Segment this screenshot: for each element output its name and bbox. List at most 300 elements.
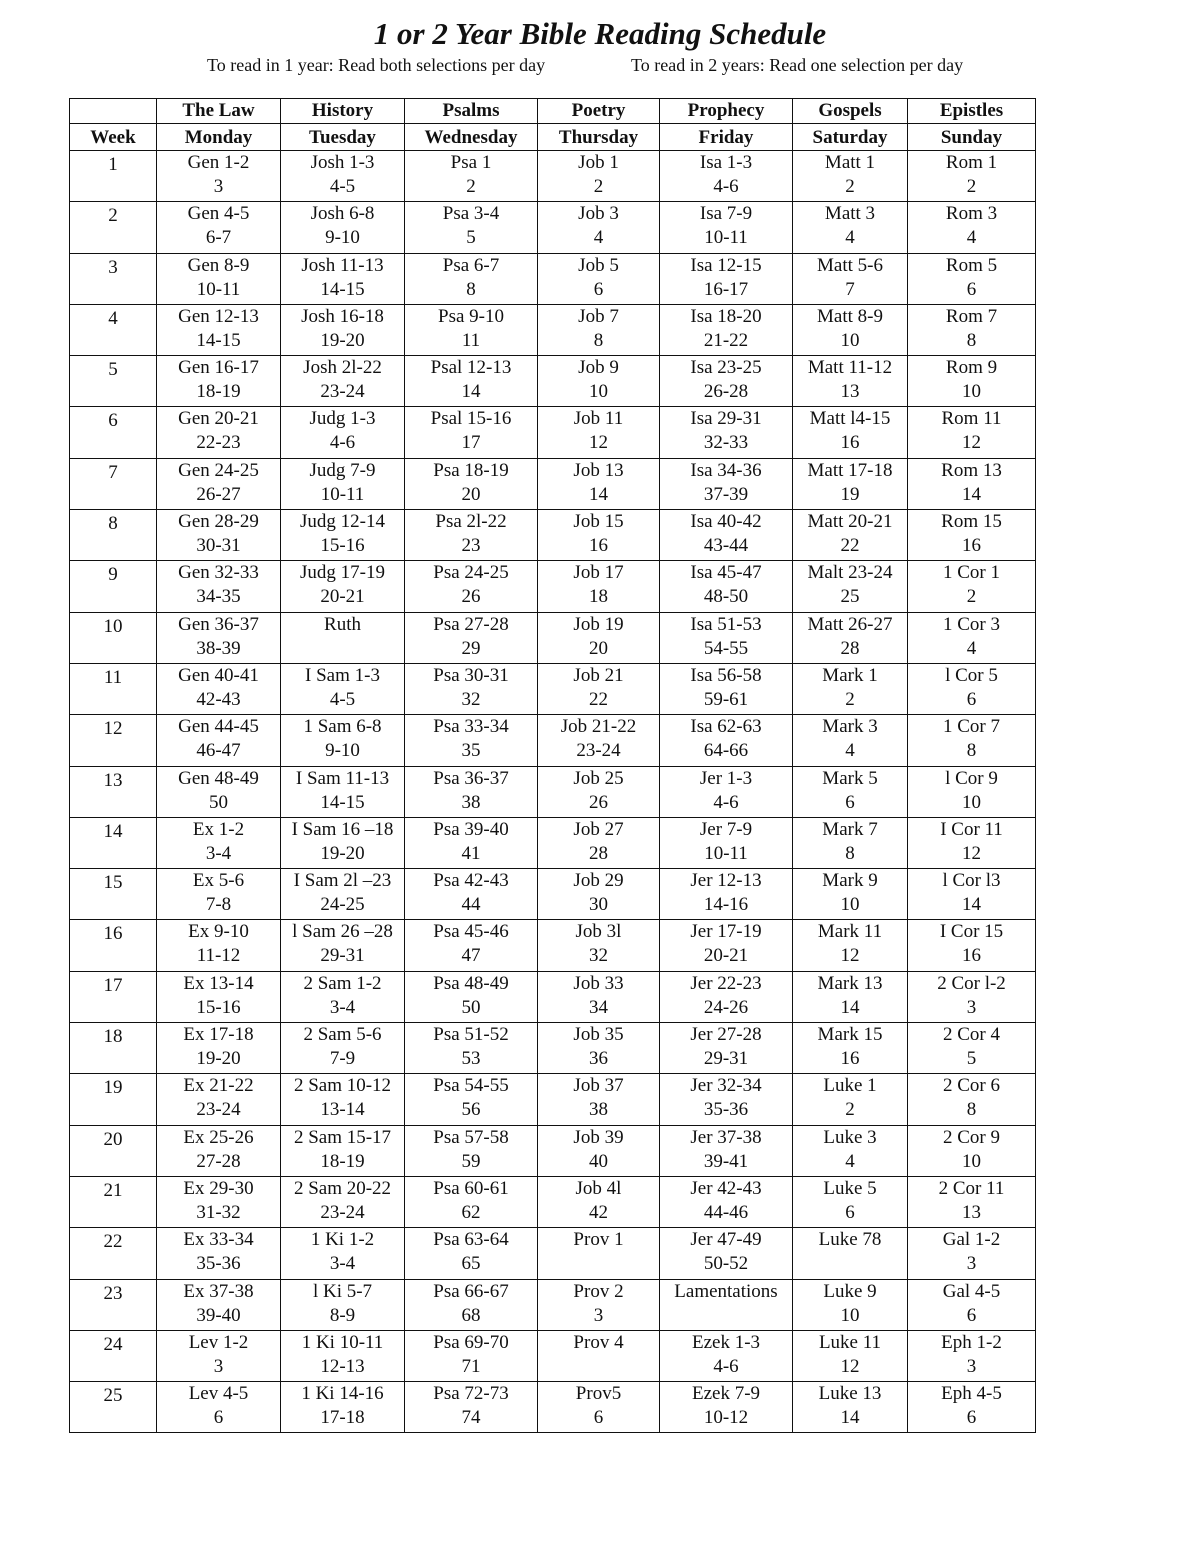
reading-cell-friday [660,869,793,920]
week-number: 4 [70,304,157,355]
reading-second-selection: 5 [466,227,476,249]
reading-second-selection: 24-26 [703,996,749,1018]
reading-second-selection: 40 [589,1150,608,1172]
reading-second-selection: 31-32 [196,1201,241,1223]
reading-cell-tuesday [281,407,405,458]
table-row [70,1176,1036,1227]
reading-second-selection: 4 [845,740,855,762]
reading-first-selection: Matt 17-18 [807,459,893,481]
reading-cell-saturday [793,766,908,817]
table-row [70,1228,1036,1279]
reading-cell-wednesday [405,1330,538,1381]
reading-first-selection: I Cor 11 [940,818,1003,840]
reading-schedule-table [69,98,1036,1433]
reading-cell-wednesday [405,715,538,766]
reading-cell-monday [157,356,281,407]
reading-cell-friday [660,971,793,1022]
reading-second-selection: 8 [593,329,604,351]
reading-second-selection: 19 [840,483,860,505]
reading-first-selection: Gal 4-5 [942,1280,1001,1302]
reading-first-selection: Ex 5-6 [192,870,245,892]
reading-cell-friday [660,561,793,612]
reading-first-selection: Gen 12-13 [178,305,259,327]
reading-second-selection: 4 [966,227,977,249]
reading-cell-tuesday [281,1125,405,1176]
reading-second-selection: 23-24 [576,740,621,762]
week-number: 24 [70,1330,157,1381]
reading-second-selection: 3 [966,1355,977,1377]
reading-second-selection: 50 [209,791,228,813]
reading-first-selection: Job 17 [573,562,624,584]
reading-second-selection: 28 [840,637,860,659]
reading-second-selection: 4-6 [713,176,739,197]
reading-second-selection: 6 [213,1407,224,1429]
reading-first-selection: Isa 45-47 [690,562,762,584]
reading-cell-thursday [538,869,660,920]
reading-cell-tuesday [281,151,405,202]
reading-cell-monday [157,1330,281,1381]
reading-cell-wednesday [405,407,538,458]
reading-first-selection: Ex 1-2 [192,818,245,840]
reading-first-selection: l Sam 26 –28 [292,921,393,943]
reading-cell-monday [157,920,281,971]
table-row [70,151,1036,202]
reading-first-selection: Psal 12-13 [430,357,512,379]
week-number: 9 [70,561,157,612]
reading-second-selection: 3-4 [205,842,232,864]
reading-second-selection: 14 [962,894,981,916]
reading-cell-monday [157,510,281,561]
category-header-row [70,99,1036,124]
reading-cell-sunday [908,1330,1036,1381]
reading-first-selection: Mark 5 [822,767,878,789]
week-number: 7 [70,458,157,509]
reading-second-selection: 24-25 [320,894,365,916]
reading-cell-monday [157,1023,281,1074]
reading-second-selection: 16 [962,535,981,557]
reading-second-selection: 6 [966,1407,977,1429]
reading-second-selection: 27-28 [196,1150,241,1172]
reading-cell-saturday [793,356,908,407]
reading-second-selection: 3 [213,176,224,197]
reading-second-selection: 13-14 [320,1099,365,1121]
reading-first-selection: Matt 1 [824,152,876,173]
reading-second-selection: 12 [962,432,981,454]
day-header-monday: Monday [157,124,281,151]
reading-first-selection: Mark 15 [817,1024,883,1046]
reading-first-selection: Luke 9 [823,1280,877,1302]
reading-cell-wednesday [405,561,538,612]
reading-first-selection: Isa 29-31 [690,408,762,430]
reading-first-selection: 1 Cor 3 [943,613,1000,635]
reading-second-selection: 4 [845,1150,855,1172]
reading-cell-tuesday [281,1279,405,1330]
reading-first-selection: Mark 9 [822,870,878,892]
reading-first-selection: Matt 8-9 [817,305,883,327]
reading-first-selection: Rom 9 [945,357,998,379]
table-row [70,1125,1036,1176]
reading-second-selection: 6 [966,278,977,300]
reading-cell-monday [157,971,281,1022]
reading-second-selection: 20-21 [320,586,365,608]
reading-second-selection: 36 [589,1048,608,1070]
reading-second-selection: 8 [966,740,977,762]
reading-cell-sunday [908,1279,1036,1330]
reading-first-selection: Jer 42-43 [690,1177,762,1199]
reading-second-selection: 35-36 [703,1099,749,1121]
week-number: 11 [70,663,157,714]
reading-first-selection: Ex 29-30 [183,1177,254,1199]
reading-first-selection: Psa 69-70 [433,1331,509,1353]
reading-cell-wednesday [405,1176,538,1227]
reading-cell-wednesday [405,766,538,817]
reading-second-selection: 8 [966,329,977,351]
reading-first-selection: Psa 39-40 [433,818,509,840]
reading-cell-saturday [793,1330,908,1381]
reading-first-selection: 1 Sam 6-8 [303,716,382,738]
reading-second-selection: 30-31 [196,535,241,557]
reading-second-selection: 10 [962,1150,981,1172]
reading-second-selection: 10-11 [196,278,241,300]
reading-second-selection: 53 [461,1048,481,1070]
reading-second-selection: 19-20 [320,329,365,351]
reading-cell-saturday [793,1023,908,1074]
reading-cell-tuesday [281,356,405,407]
reading-first-selection: Matt 5-6 [817,254,883,276]
reading-first-selection: Psa 60-61 [433,1177,509,1199]
reading-second-selection: 4-6 [713,1355,739,1377]
reading-second-selection: 4-5 [329,176,356,197]
reading-first-selection: Rom 11 [941,408,1002,430]
reading-first-selection: Josh 1-3 [310,152,375,173]
reading-cell-sunday [908,151,1036,202]
reading-first-selection: Lev 4-5 [188,1383,249,1405]
reading-second-selection: 14 [589,483,608,505]
week-number: 2 [70,202,157,253]
reading-cell-thursday [538,561,660,612]
reading-second-selection: 7-9 [329,1048,356,1070]
reading-second-selection: 3-4 [329,996,356,1018]
reading-cell-saturday [793,817,908,868]
reading-cell-sunday [908,1125,1036,1176]
day-header-sunday: Sunday [908,124,1036,151]
week-number: 19 [70,1074,157,1125]
reading-first-selection: Psa 48-49 [433,972,509,994]
reading-cell-tuesday [281,715,405,766]
table-row [70,356,1036,407]
reading-second-selection: 14-16 [703,894,749,916]
reading-second-selection: 54-55 [703,637,749,659]
reading-cell-thursday [538,766,660,817]
week-number: 17 [70,971,157,1022]
reading-cell-tuesday [281,202,405,253]
reading-first-selection: Jer 47-49 [690,1229,762,1251]
reading-first-selection: Mark 3 [822,716,878,738]
reading-cell-monday [157,715,281,766]
reading-cell-wednesday [405,1228,538,1279]
reading-first-selection: Psa 24-25 [433,562,509,584]
reading-cell-thursday [538,458,660,509]
reading-cell-thursday [538,1023,660,1074]
reading-cell-wednesday [405,1382,538,1433]
reading-second-selection: 44 [461,894,481,916]
reading-first-selection: Josh 11-13 [301,254,384,276]
reading-cell-thursday [538,663,660,714]
reading-second-selection: 28 [589,842,608,864]
reading-second-selection: 56 [461,1099,481,1121]
reading-cell-monday [157,202,281,253]
reading-cell-saturday [793,920,908,971]
reading-cell-monday [157,1074,281,1125]
reading-first-selection: Psa 2l-22 [435,511,507,533]
reading-cell-friday [660,407,793,458]
reading-first-selection: Gen 28-29 [178,511,259,533]
reading-second-selection: 50 [461,996,481,1018]
table-row [70,766,1036,817]
category-header-epistles: Epistles [908,99,1036,124]
reading-second-selection: 2 [593,176,604,197]
reading-second-selection: 30 [589,894,608,916]
reading-second-selection: 11 [461,329,481,351]
reading-first-selection: Job 19 [573,613,624,635]
table-row [70,971,1036,1022]
reading-second-selection: 3 [966,996,977,1018]
reading-second-selection: 6-7 [205,227,232,249]
reading-second-selection: 10 [962,791,981,813]
reading-cell-thursday [538,715,660,766]
reading-first-selection: Ex 21-22 [183,1075,254,1097]
reading-cell-saturday [793,1382,908,1433]
reading-first-selection: Gen 8-9 [187,254,250,276]
reading-cell-sunday [908,612,1036,663]
reading-cell-thursday [538,510,660,561]
reading-second-selection [538,1252,659,1276]
reading-cell-friday [660,458,793,509]
reading-first-selection: Gen 4-5 [187,203,250,225]
reading-first-selection: Isa 40-42 [690,511,762,533]
reading-cell-wednesday [405,663,538,714]
reading-cell-wednesday [405,151,538,202]
reading-first-selection: Isa 1-3 [699,152,753,173]
reading-second-selection: 22 [589,688,608,710]
reading-first-selection: Jer 22-23 [690,972,762,994]
reading-first-selection: Mark 1 [822,664,878,686]
reading-cell-wednesday [405,1279,538,1330]
reading-second-selection: 29 [461,637,481,659]
reading-first-selection: Eph 1-2 [941,1331,1002,1353]
reading-first-selection: Job 4l [575,1177,622,1199]
reading-first-selection: I Sam 1-3 [305,664,380,686]
reading-first-selection: 2 Sam 5-6 [303,1024,382,1046]
reading-cell-saturday [793,202,908,253]
reading-first-selection: Ex 25-26 [183,1126,254,1148]
reading-cell-thursday [538,151,660,202]
reading-cell-wednesday [405,971,538,1022]
reading-second-selection: 23-24 [196,1099,241,1121]
reading-cell-tuesday [281,1228,405,1279]
reading-second-selection: 16-17 [703,278,749,300]
reading-second-selection: 22 [840,535,860,557]
reading-first-selection: Ezek 7-9 [691,1383,761,1405]
reading-cell-monday [157,817,281,868]
reading-cell-tuesday [281,1330,405,1381]
reading-first-selection: Luke 5 [823,1177,877,1199]
reading-cell-saturday [793,253,908,304]
reading-second-selection: 19-20 [196,1048,241,1070]
reading-cell-thursday [538,304,660,355]
reading-cell-monday [157,151,281,202]
week-number: 12 [70,715,157,766]
reading-second-selection: 4 [593,227,604,249]
reading-second-selection: 10 [962,381,981,403]
category-header-week [70,99,157,124]
reading-cell-tuesday [281,1176,405,1227]
reading-cell-friday [660,1074,793,1125]
reading-second-selection: 14 [840,1407,860,1429]
reading-cell-sunday [908,1176,1036,1227]
reading-first-selection: Lamentations [674,1280,778,1302]
reading-second-selection: 2 [845,688,855,710]
reading-first-selection: Mark 7 [822,818,878,840]
reading-cell-friday [660,151,793,202]
reading-first-selection: Isa 51-53 [690,613,762,635]
reading-second-selection: 6 [845,1201,855,1223]
reading-cell-saturday [793,561,908,612]
reading-second-selection: 39-40 [196,1304,241,1326]
reading-second-selection: 12-13 [320,1355,365,1377]
reading-cell-sunday [908,663,1036,714]
reading-cell-saturday [793,869,908,920]
reading-cell-wednesday [405,510,538,561]
subtitle-two-years: To read in 2 years: Read one selection per day [631,55,964,75]
reading-first-selection: Jer 7-9 [699,818,753,840]
reading-cell-wednesday [405,920,538,971]
reading-second-selection [538,1355,659,1379]
reading-cell-wednesday [405,253,538,304]
reading-second-selection: 8 [966,1099,977,1121]
reading-cell-saturday [793,151,908,202]
reading-second-selection: 10-12 [703,1407,749,1429]
reading-second-selection: 4 [966,637,977,659]
reading-first-selection: 2 Sam 1-2 [303,972,382,994]
reading-second-selection: 3 [966,1253,977,1275]
reading-second-selection: 16 [962,945,981,967]
reading-second-selection: 26 [589,791,608,813]
reading-second-selection: 44-46 [703,1201,749,1223]
reading-second-selection: 18-19 [196,381,241,403]
reading-first-selection: Psa 72-73 [433,1383,509,1405]
reading-cell-saturday [793,663,908,714]
reading-first-selection: Job 33 [573,972,624,994]
reading-cell-friday [660,920,793,971]
reading-cell-sunday [908,253,1036,304]
reading-cell-sunday [908,304,1036,355]
reading-first-selection: I Sam 2l –23 [293,870,392,892]
reading-first-selection: Judg 17-19 [300,562,385,584]
reading-cell-saturday [793,1125,908,1176]
reading-first-selection: I Sam 16 –18 [291,818,394,840]
week-number: 13 [70,766,157,817]
reading-second-selection: 50-52 [703,1253,749,1275]
reading-cell-monday [157,1176,281,1227]
reading-second-selection: 10-11 [320,483,365,505]
reading-cell-tuesday [281,766,405,817]
reading-first-selection: Rom 1 [945,152,998,173]
reading-cell-sunday [908,407,1036,458]
reading-second-selection: 41 [461,842,481,864]
reading-second-selection: 29-31 [703,1048,749,1070]
reading-second-selection: 62 [461,1201,481,1223]
reading-cell-tuesday [281,304,405,355]
reading-first-selection: Jer 37-38 [690,1126,762,1148]
table-row [70,612,1036,663]
reading-cell-sunday [908,510,1036,561]
reading-first-selection: Psa 66-67 [433,1280,509,1302]
reading-first-selection: Judg 1-3 [309,408,376,430]
reading-first-selection: Job 13 [573,459,624,481]
week-number: 15 [70,869,157,920]
reading-cell-friday [660,715,793,766]
reading-first-selection: 2 Cor 4 [943,1024,1000,1046]
reading-second-selection: 32 [461,688,481,710]
reading-second-selection: 2 [466,176,476,197]
reading-first-selection: Job 1 [578,152,619,173]
reading-first-selection: Job 7 [578,305,619,327]
reading-cell-saturday [793,458,908,509]
reading-second-selection: 15-16 [196,996,241,1018]
reading-cell-thursday [538,817,660,868]
reading-cell-monday [157,1279,281,1330]
reading-first-selection: Prov 2 [573,1280,624,1302]
reading-second-selection [281,637,404,661]
reading-cell-sunday [908,971,1036,1022]
reading-cell-tuesday [281,971,405,1022]
reading-first-selection: Psa 1 [450,152,492,173]
reading-cell-tuesday [281,253,405,304]
reading-first-selection: Job 3l [575,921,622,943]
reading-first-selection: Psa 42-43 [433,870,509,892]
reading-first-selection: l Cor 9 [945,767,998,789]
reading-cell-monday [157,253,281,304]
reading-first-selection: Job 27 [573,818,624,840]
week-number: 6 [70,407,157,458]
subtitle-one-year: To read in 1 year: Read both selections per day [207,55,546,75]
week-number: 25 [70,1382,157,1433]
reading-first-selection: Isa 62-63 [690,716,762,738]
reading-first-selection: Matt 11-12 [807,357,893,379]
reading-first-selection: Luke 1 [823,1075,877,1097]
reading-second-selection: 18-19 [320,1150,365,1172]
reading-first-selection: Isa 12-15 [690,254,762,276]
reading-first-selection: Job 21-22 [560,716,637,738]
table-row [70,253,1036,304]
reading-first-selection: Isa 7-9 [699,203,753,225]
reading-second-selection: 32 [589,945,608,967]
reading-cell-friday [660,817,793,868]
reading-first-selection: Isa 56-58 [690,664,762,686]
reading-second-selection: 4-6 [329,432,356,454]
reading-second-selection: 42-43 [196,688,241,710]
reading-first-selection: 2 Cor l-2 [937,972,1006,994]
reading-cell-tuesday [281,458,405,509]
reading-second-selection: 38 [461,791,481,813]
day-header-row [70,124,1036,151]
reading-second-selection [793,1252,907,1276]
reading-second-selection: 8 [466,278,476,300]
table-row [70,920,1036,971]
reading-first-selection: I Sam 11-13 [295,767,390,789]
reading-second-selection: 8-9 [329,1304,356,1326]
